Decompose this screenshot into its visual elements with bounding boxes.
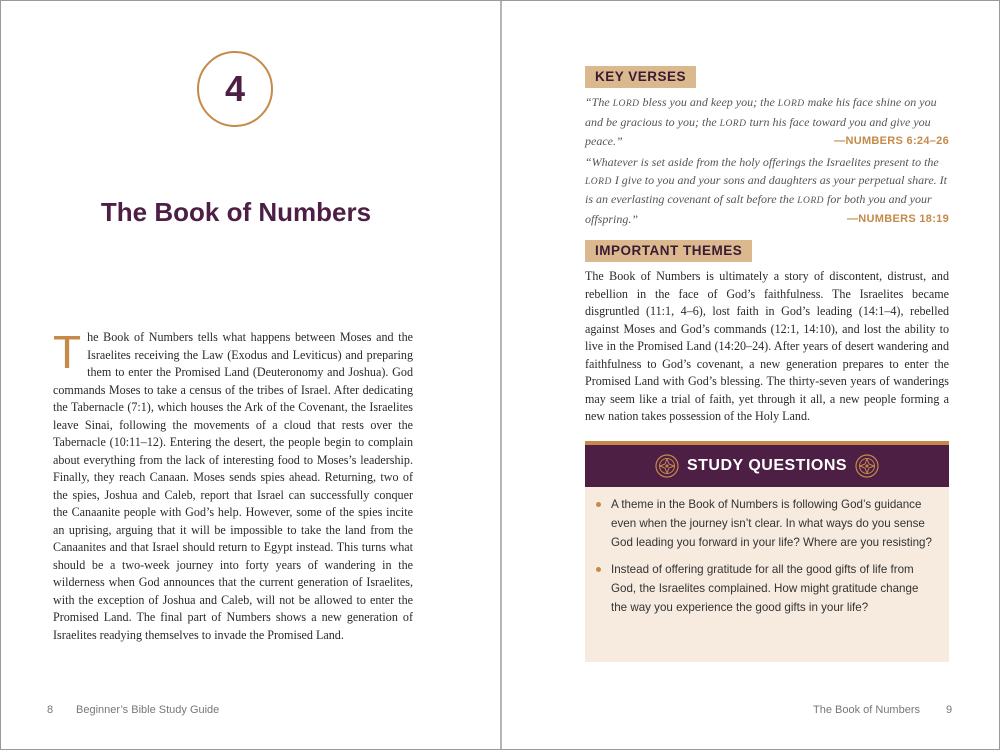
verse-text: turn his face toward you and give you peace.” (585, 114, 931, 148)
chapter-number-circle (197, 51, 273, 127)
drop-cap: T (53, 326, 82, 378)
question-text: Instead of offering gratitude for all the good gifts of life from God, the Israelites complained. How might gratitude change the way you experience the good gifts in your life? (611, 563, 919, 614)
verse-text: I give to you and your sons and daughters as your perpetual share. It is an everlasting covenant of salt before the (585, 172, 947, 206)
lord-smallcaps: LORD (612, 99, 640, 109)
lord-smallcaps: LORD (777, 99, 805, 109)
lord-smallcaps: LORD (797, 196, 824, 206)
important-themes-heading: IMPORTANT THEMES (585, 240, 752, 262)
lord-smallcaps: LORD (719, 118, 747, 129)
bullet-icon (596, 502, 601, 507)
verse-text: “Whatever is set aside from the holy offerings the Israelites present to the (585, 155, 939, 169)
chapter-number: 4 (224, 68, 246, 109)
verse-reference: —NUMBERS 18:19 (846, 212, 949, 225)
footer-page-number-right: 9 (946, 704, 953, 716)
chapter-intro-body: he Book of Numbers tells what happens between Moses and the Israelites receiving the Law (Exodus and Leviticus) and preparing them to enter the Promised Land (Deuteronomy and Joshua). God commands Moses to take a census of the tribes of Israel. After dedicating the Tabernacle (7:1), which houses the Ark of the Covenant, the Israelites leave Sinai, following the movements of a cloud that rests over the Tabernacle (10:11–12). Entering the desert, the people begin to complain about everything from the lack of interesting food to Moses’s leadership. Finally, they reach Canaan. Moses sends spies ahead. Returning, two of the spies, Joshua and Caleb, report that Israel can successfully conquer the Canaanite people with God’s help. However, some of the spies incite an uprising, arguing that it will be impossible to take the land from the Canaanites and that Israel should return to Egypt instead. This turns what should be a two-week journey into forty years of wandering in the wilderness when God announces that the current generation of Israelites, with the exception of Joshua and Caleb, will not be allowed to enter the Promised Land. The final part of Numbers shows a new generation of Israelites readying themselves to invade the Promised Land. (53, 330, 413, 642)
question-text: A theme in the Book of Numbers is following God’s guidance even when the journey isn’t clear. In what ways do you sense God leading you forward in your life? Where are you resisting? (611, 498, 932, 549)
chapter-intro-text (53, 326, 413, 644)
bullet-icon (596, 567, 601, 572)
footer-book-title: Beginner’s Bible Study Guide (76, 704, 220, 716)
verse-text: for both you and your offspring.” (585, 192, 932, 226)
verse-text: make his face shine on you and be gracious to you; the (585, 95, 937, 129)
ornament-icon (655, 454, 679, 478)
verse-reference: —NUMBERS 6:24–26 (834, 135, 949, 147)
study-questions-header (585, 445, 949, 487)
chapter-title: The Book of Numbers (100, 197, 372, 227)
footer-chapter-title: The Book of Numbers (813, 704, 920, 716)
ornament-icon (855, 454, 879, 478)
key-verse-1 (585, 94, 949, 151)
verse-text: “The (585, 95, 613, 109)
verse-text: bless you and keep you; the (639, 95, 778, 109)
study-questions-box (585, 441, 949, 662)
study-question (607, 560, 933, 617)
themes-text: The Book of Numbers is ultimately a story of discontent, distrust, and rebellion in the face of God’s faithfulness. The Israelites became disgruntled (11:1, 4–6), lost faith in God’s leading (14:1–4), rebelled against Moses and God’s commands (12:1, 14:10), and lost the ability to live in the Promised Land (14:20–24). After years of desert wandering and faithfulness to God’s covenant, a new generation prepares to enter the Promised Land with God’s blessing. The thirty-seven years of wanderings may seem like a trial of faith, yet through it all, a new people forming a new nation takes possession of the Holy Land. (585, 269, 949, 423)
lord-smallcaps: LORD (585, 176, 612, 187)
study-questions-title: STUDY QUESTIONS (686, 457, 848, 474)
footer-page-number-left: 8 (47, 704, 54, 716)
page-gutter (500, 1, 502, 749)
key-verse-2 (585, 154, 949, 228)
key-verses-heading: KEY VERSES (585, 66, 696, 88)
study-question (607, 495, 933, 552)
study-questions-list (585, 487, 949, 617)
